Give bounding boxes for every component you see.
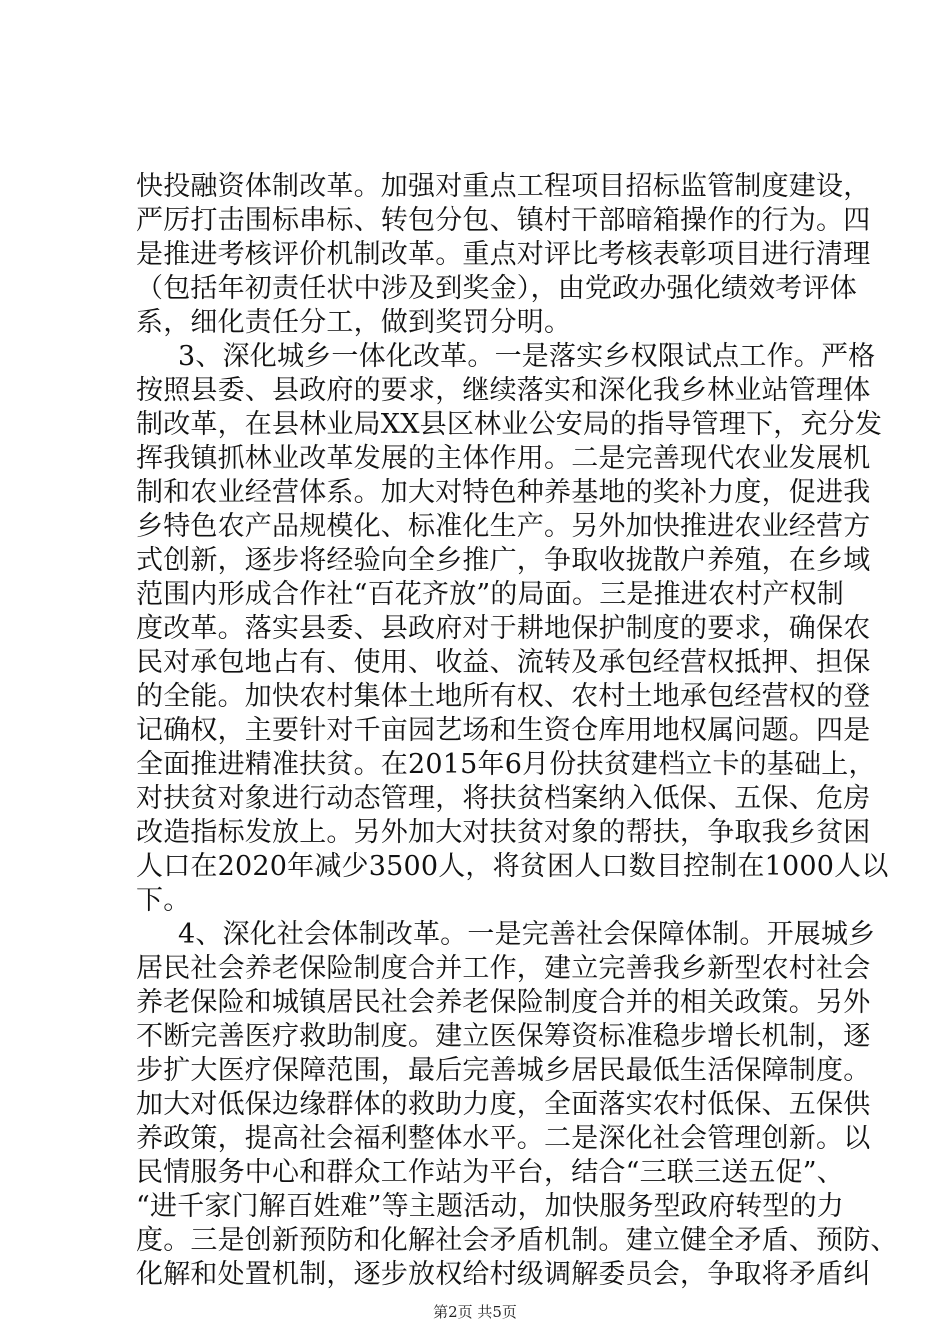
text-line: 不断完善医疗救助制度。建立医保筹资标准稳步增长机制，逐 — [136, 1021, 871, 1052]
text-line: 对扶贫对象进行动态管理，将扶贫档案纳入低保、五保、危房 — [136, 783, 871, 814]
text-line: 记确权，主要针对千亩园艺场和生资仓库用地权属问题。四是 — [136, 715, 871, 746]
text-line: 度改革。落实县委、县政府对于耕地保护制度的要求，确保农 — [136, 613, 871, 644]
text-line: 养政策，提高社会福利整体水平。二是深化社会管理创新。以 — [136, 1123, 871, 1154]
text-line: 乡特色农产品规模化、标准化生产。另外加快推进农业经营方 — [136, 511, 871, 542]
text-line: 制改革，在县林业局XX县区林业公安局的指导管理下，充分发 — [136, 409, 883, 440]
text-line: 人口在2020年减少3500人，将贫困人口数目控制在1000人以 — [136, 851, 889, 882]
text-line: 范围内形成合作社“百花齐放”的局面。三是推进农村产权制 — [136, 579, 845, 610]
text-line: 居民社会养老保险制度合并工作，建立完善我乡新型农村社会 — [136, 953, 871, 984]
text-line: “进千家门解百姓难”等主题活动，加快服务型政府转型的力 — [136, 1191, 845, 1222]
text-line: 全面推进精准扶贫。在2015年6月份扶贫建档立卡的基础上， — [136, 749, 876, 780]
text-line: 3、深化城乡一体化改革。一是落实乡权限试点工作。严格 — [178, 341, 876, 372]
text-line: 是推进考核评价机制改革。重点对评比考核表彰项目进行清理 — [136, 239, 871, 270]
document-body — [136, 170, 898, 1292]
text-line: 民情服务中心和群众工作站为平台，结合“三联三送五促”、 — [136, 1157, 845, 1188]
text-line: 的全能。加快农村集体土地所有权、农村土地承包经营权的登 — [136, 681, 871, 712]
text-line: 快投融资体制改革。加强对重点工程项目招标监管制度建设， — [136, 171, 871, 202]
text-line: 民对承包地占有、使用、收益、流转及承包经营权抵押、担保 — [136, 647, 871, 678]
text-line: 加大对低保边缘群体的救助力度，全面落实农村低保、五保供 — [136, 1089, 871, 1120]
text-line: 严厉打击围标串标、转包分包、镇村干部暗箱操作的行为。四 — [136, 205, 871, 236]
text-line: 式创新，逐步将经验向全乡推广，争取收拢散户养殖，在乡域 — [136, 545, 871, 576]
text-line: 系，细化责任分工，做到奖罚分明。 — [136, 307, 572, 338]
text-line: 改造指标发放上。另外加大对扶贫对象的帮扶，争取我乡贫困 — [136, 817, 871, 848]
text-line: 下。 — [136, 885, 191, 916]
text-line: 度。三是创新预防和化解社会矛盾机制。建立健全矛盾、预防、 — [136, 1225, 898, 1256]
text-line: 挥我镇抓林业改革发展的主体作用。二是完善现代农业发展机 — [136, 443, 871, 474]
text-line: 化解和处置机制，逐步放权给村级调解委员会，争取将矛盾纠 — [136, 1259, 871, 1290]
text-line: 步扩大医疗保障范围，最后完善城乡居民最低生活保障制度。 — [136, 1055, 871, 1086]
text-line: 按照县委、县政府的要求，继续落实和深化我乡林业站管理体 — [136, 375, 871, 406]
text-line: 养老保险和城镇居民社会养老保险制度合并的相关政策。另外 — [136, 987, 871, 1018]
text-line: （包括年初责任状中涉及到奖金），由党政办强化绩效考评体 — [136, 273, 857, 304]
page-number-footer: 第2页 共5页 — [433, 1303, 517, 1321]
text-line: 制和农业经营体系。加大对特色种养基地的奖补力度，促进我 — [136, 477, 871, 508]
text-line: 4、深化社会体制改革。一是完善社会保障体制。开展城乡 — [178, 919, 876, 950]
